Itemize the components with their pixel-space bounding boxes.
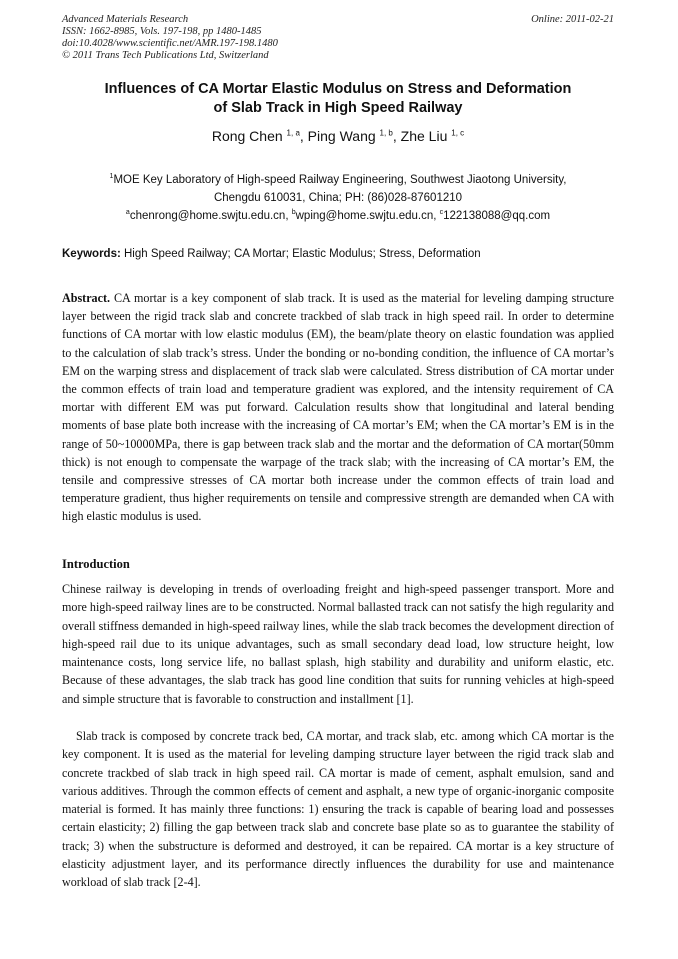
keywords-text: High Speed Railway; CA Mortar; Elastic Modulus; Stress, Deformation — [124, 248, 481, 260]
author-name: Zhe Liu — [400, 128, 448, 144]
title-line-1: Influences of CA Mortar Elastic Modulus on Stress and Deformation — [104, 81, 572, 97]
online-date: Online: 2011-02-21 — [531, 14, 614, 25]
journal-header — [62, 14, 614, 62]
email-link[interactable]: chenrong@home.swjtu.edu.cn — [129, 209, 286, 222]
abstract — [62, 289, 614, 526]
author-list: Rong Chen $^{1, a}$, Ping Wang $^{1, b}$, Zhe Liu $^{1, c}$ — [211, 128, 465, 144]
abstract-text: CA mortar is a key component of slab track. It is used as the material for leveling damping structure layer between the rigid track slab and concrete trackbed of slab track in high speed rail. In order to determine functions of CA mortar with low elastic modulus (EM), the beam/plate theory on elastic foundation was applied to the calculation of slab track’s stress. Under the bonding or no-bonding condition, the influence of CA mortar’s EM on the warping stress and displacement of track slab were calculated. Stress distribution of CA mortar under the common effects of train load and temperature gradient was explored, and the intensity requirement of CA mortar with different EM was put forward. Calculation results show that longitudinal and lateral bending moments of base plate both increase with the increasing of CA mortar’s EM; when the CA mortar’s EM is in the range of 50~10000MPa, there is gap between track slab and the mortar and the deformation of CA mortar(50mm thick) is not enough to compensate the warpage of the track slab; with the increasing of CA mortar’s EM, the tensile and compressive stresses of CA mortar both increase under the common effects of train load and temperature gradient, thus higher requirements on tensile and compressive strength are demanded when CA with high elastic modulus is used. — [62, 291, 614, 524]
journal-name: Advanced Materials Research — [62, 14, 189, 25]
section-heading-introduction: Introduction — [62, 557, 130, 571]
author-affiliation-mark: 1, a — [286, 128, 300, 138]
email-list: $^a$chenrong@home.swjtu.edu.cn, $^b$wping@home.swjtu.edu.cn, $^c$122138088@qq.com — [125, 209, 551, 222]
keywords — [62, 248, 614, 260]
affiliation-mark: 1 — [109, 173, 114, 180]
title-line-2: of Slab Track in High Speed Railway — [213, 100, 463, 116]
author-affiliation-mark: 1, b — [379, 128, 393, 138]
email-mark: b — [291, 209, 296, 216]
keywords-label: Keywords: — [62, 248, 121, 260]
affiliation — [62, 168, 614, 207]
affiliation-line-1: MOE Key Laboratory of High-speed Railway Engineering, Southwest Jiaotong University, — [113, 173, 567, 186]
email-mark: c — [439, 209, 444, 216]
author-name: Rong Chen — [211, 128, 283, 144]
email-link[interactable]: wping@home.swjtu.edu.cn — [295, 209, 434, 222]
author-name: Ping Wang — [307, 128, 376, 144]
paper-title — [62, 80, 614, 118]
author-affiliation-mark: 1, c — [451, 128, 465, 138]
intro-paragraph-1: Chinese railway is developing in trends of overloading freight and high-speed passenger transport. More and more high-speed railway lines are to be constructed. Normal ballasted track can not satisfy the high regularity and overall stiffness demanded in high-speed railway lines, while the slab track becomes the development direction of high-speed rail due to its unique advantages, such as small secondary dead load, low structure height, low maintenance costs, long service life, no ballast splash, high stability and durability and uniform elastic, etc. Because of these advantages, the slab track has good line condition that suits for running vehicles at high-speed and simple structure that is favorable to construction and installment [1]. — [62, 582, 614, 706]
affiliation-line-2: Chengdu 610031, China; PH: (86)028-87601210 — [213, 191, 463, 204]
intro-paragraph-2: Slab track is composed by concrete track bed, CA mortar, and track slab, etc. among which CA mortar is the key component. It is used as the material for leveling damping structure layer between the rigid track slab and concrete trackbed of slab track in high speed rail. CA mortar is made of cement, asphalt emulsion, sand and various additives. Through the common effects of cement and asphalt, a new type of organic-inorganic composite material is formed. It has mainly three functions: 1) ensuring the track is capable of bearing load and possesses certain elasticity; 2) filling the gap between track slab and concrete base plate so as to guarantee the stability of track; 3) when the substructure is deformed and destroyed, it can be repaired. CA mortar is a key structure of elasticity adjustment layer, and its performance directly influences the durability for use and maintenance workload of slab track [2-4]. — [62, 729, 614, 890]
doi-line: doi:10.4028/www.scientific.net/AMR.197-198.1480 — [62, 38, 278, 49]
email-mark: a — [125, 209, 130, 216]
abstract-label: Abstract. — [62, 291, 111, 305]
issn-line: ISSN: 1662-8985, Vols. 197-198, pp 1480-1485 — [62, 26, 262, 37]
email-link[interactable]: 122138088@qq.com — [443, 209, 551, 222]
copyright-line: © 2011 Trans Tech Publications Ltd, Switzerland — [62, 50, 269, 61]
